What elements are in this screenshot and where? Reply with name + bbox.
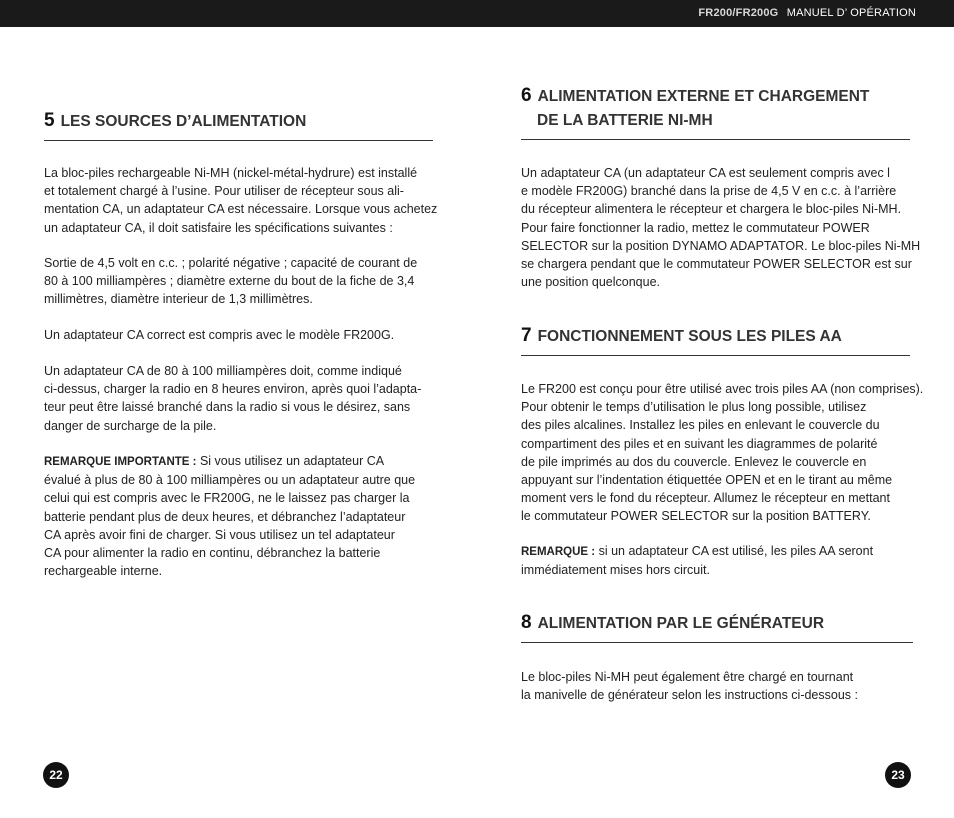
- section-divider: [44, 140, 433, 141]
- paragraph: [44, 254, 417, 309]
- text-line: la manivelle de générateur selon les instructions ci-dessous :: [521, 688, 858, 703]
- text-line: et totalement chargé à l’usine. Pour utiliser de récepteur sous ali-: [44, 184, 404, 199]
- section-title: LES SOURCES D’ALIMENTATION: [60, 113, 307, 130]
- top-header-bar: [0, 0, 954, 27]
- section-divider: [521, 355, 910, 356]
- paragraph: [521, 164, 920, 291]
- text-line: CA pour alimenter la radio en continu, débranchez la batterie: [44, 546, 381, 561]
- paragraph: [44, 164, 437, 237]
- section-5-heading: [44, 109, 306, 134]
- section-number: 6: [521, 85, 532, 106]
- manual-title: MANUEL D’ OPÉRATION: [786, 7, 916, 19]
- note-text: si un adaptateur CA est utilisé, les piles AA seront: [595, 544, 874, 558]
- text-line: Sortie de 4,5 volt en c.c. ; polarité négative ; capacité de courant de: [44, 256, 418, 270]
- running-header: [698, 7, 916, 19]
- paragraph: [521, 380, 923, 526]
- section-number: 7: [521, 325, 532, 346]
- text-line: immédiatement mises hors circuit.: [521, 563, 710, 578]
- model-name: FR200/FR200G: [698, 7, 779, 19]
- text-line: appuyant sur l’indentation étiquettée OPEN et en le tirant au même: [521, 473, 893, 488]
- section-divider: [521, 642, 913, 643]
- note-paragraph: [521, 542, 873, 579]
- text-line: se chargera pendant que le commutateur POWER SELECTOR est sur: [521, 257, 912, 272]
- text-line: CA après avoir fini de charger. Si vous utilisez un tel adaptateur: [44, 527, 395, 542]
- section-7-heading: [521, 324, 842, 349]
- section-divider: [521, 139, 910, 140]
- text-line: des piles alcalines. Installez les piles en enlevant le couvercle du: [521, 418, 880, 433]
- text-line: teur peut être laissé branché dans la radio si vous le désirez, sans: [44, 400, 411, 415]
- text-line: rechargeable interne.: [44, 564, 163, 579]
- text-line: 80 à 100 milliampères ; diamètre externe du bout de la fiche de 3,4: [44, 274, 415, 289]
- note-paragraph: [44, 452, 415, 580]
- paragraph: [521, 668, 858, 704]
- text-line: Un adaptateur CA (un adaptateur CA est seulement compris avec l: [521, 166, 890, 180]
- text-line: batterie pendant plus de deux heures, et débranchez l’adaptateur: [44, 509, 406, 524]
- paragraph: [44, 362, 421, 435]
- text-line: le commutateur POWER SELECTOR sur la position BATTERY.: [521, 509, 871, 524]
- section-number: 5: [44, 110, 55, 131]
- text-line: moment vers le fond du récepteur. Allumez le récepteur en mettant: [521, 491, 890, 506]
- page-number-badge: 23: [885, 762, 911, 788]
- text-line: Pour obtenir le temps d’utilisation le plus long possible, utilisez: [521, 400, 867, 415]
- page-number-badge: 22: [43, 762, 69, 788]
- section-number: 8: [521, 612, 532, 633]
- note-label: REMARQUE IMPORTANTE :: [44, 456, 197, 468]
- note-continuation: [521, 561, 873, 579]
- note-text: Si vous utilisez un adaptateur CA: [196, 454, 385, 468]
- text-line: Pour faire fonctionner la radio, mettez le commutateur POWER: [521, 220, 870, 235]
- text-line: millimètres, diamètre interieur de 1,3 millimètres.: [44, 292, 313, 307]
- paragraph: [44, 326, 394, 344]
- text-line: e modèle FR200G) branché dans la prise de 4,5 V en c.c. à l’arrière: [521, 184, 897, 199]
- note-continuation: [44, 471, 415, 580]
- section-title: FONCTIONNEMENT SOUS LES PILES AA: [537, 328, 842, 345]
- note-label: REMARQUE :: [521, 546, 596, 558]
- section-title-line2: DE LA BATTERIE NI-MH: [537, 112, 713, 129]
- text-line: danger de surcharge de la pile.: [44, 418, 217, 433]
- text-line: Le FR200 est conçu pour être utilisé avec trois piles AA (non comprises).: [521, 382, 924, 396]
- text-line: de pile imprimés au dos du couvercle. Enlevez le couvercle en: [521, 454, 867, 469]
- section-title-line1: ALIMENTATION EXTERNE ET CHARGEMENT: [537, 88, 870, 105]
- text-line: un adaptateur CA, il doit satisfaire les spécifications suivantes :: [44, 220, 393, 235]
- text-line: Un adaptateur CA correct est compris avec le modèle FR200G.: [44, 328, 395, 342]
- text-line: Un adaptateur CA de 80 à 100 milliampères doit, comme indiqué: [44, 364, 402, 378]
- text-line: La bloc-piles rechargeable Ni-MH (nickel-métal-hydrure) est installé: [44, 166, 418, 180]
- text-line: celui qui est compris avec le FR200G, ne le laissez pas charger la: [44, 491, 410, 506]
- section-6-heading: [521, 84, 869, 133]
- text-line: SELECTOR sur la position DYNAMO ADAPTATOR. Le bloc-piles Ni-MH: [521, 238, 921, 253]
- text-line: compartiment des piles et en suivant les diagrammes de polarité: [521, 436, 878, 451]
- text-line: du récepteur alimentera le récepteur et chargera le bloc-piles Ni-MH.: [521, 202, 902, 217]
- section-title: ALIMENTATION PAR LE GÉNÉRATEUR: [537, 615, 825, 632]
- text-line: ci-dessus, charger la radio en 8 heures environ, après quoi l’adapta-: [44, 382, 422, 397]
- text-line: évalué à plus de 80 à 100 milliampères ou un adaptateur autre que: [44, 473, 416, 488]
- text-line: Le bloc-piles Ni-MH peut également être chargé en tournant: [521, 670, 854, 684]
- section-8-heading: [521, 611, 824, 636]
- text-line: une position quelconque.: [521, 275, 661, 290]
- text-line: mentation CA, un adaptateur CA est nécessaire. Lorsque vous achetez: [44, 202, 438, 217]
